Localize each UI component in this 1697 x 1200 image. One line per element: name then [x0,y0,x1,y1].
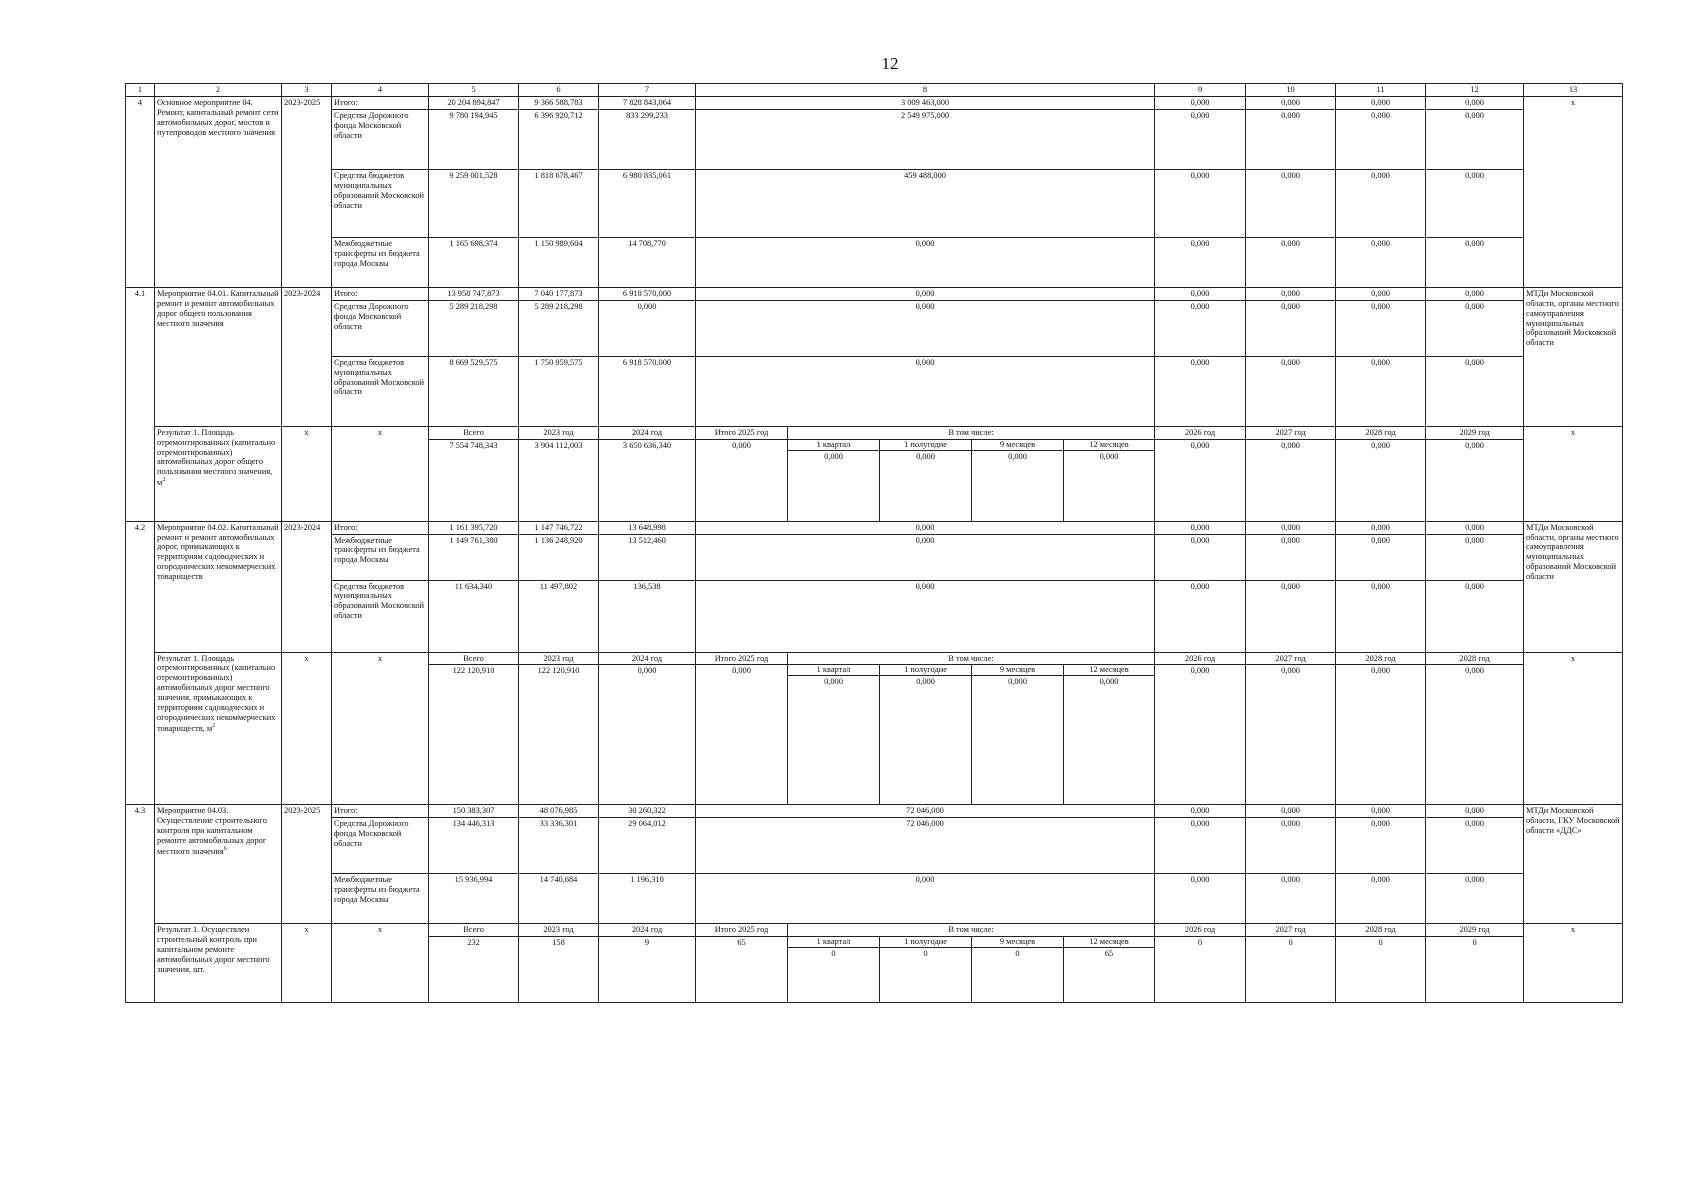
value-total: 20 204 894,847 [429,96,519,109]
value-2024: 13 512,460 [599,534,696,580]
result-m9 [972,665,1064,805]
value-2025: 2 549 975,000 [696,109,1155,169]
result-m12 [1064,937,1155,1003]
value-future-year: 0,000 [1246,356,1336,426]
value-future-year: 0,000 [1155,96,1246,109]
result-head-2025: Итого 2025 год [696,924,788,937]
value-2023: 1 136 248,920 [519,534,599,580]
result-m12 [1064,439,1155,521]
result-2023: 122 120,910 [519,665,599,805]
value-2025: 0,000 [696,534,1155,580]
value-2025: 0,000 [696,287,1155,300]
value-future-year: 0,000 [1246,237,1336,287]
result-q1 [788,937,880,1003]
value-2024: 6 918 570,000 [599,356,696,426]
value-future-year: 0,000 [1426,521,1524,534]
column-header: 6 [519,84,599,97]
measure-number: 4.1 [126,287,155,521]
result-2025: 0,000 [696,665,788,805]
result-future-year: 0,000 [1426,439,1524,521]
funding-row [126,300,1623,356]
funding-row [126,287,1623,300]
result-head-2024: 2024 год [599,426,696,439]
funding-row [126,96,1623,109]
value-future-year: 0,000 [1336,237,1426,287]
funding-row [126,356,1623,426]
result-future-year: 0 [1336,937,1426,1003]
value-2025: 72 046,000 [696,805,1155,818]
result-future-year: 0 [1426,937,1524,1003]
result-subhead: 1 квартал [788,665,879,676]
result-h1 [880,439,972,521]
measure-years: 2023-2025 [282,805,332,924]
funding-row [126,237,1623,287]
measure-number: 4 [126,96,155,287]
result-subvalue: 0,000 [1008,677,1027,687]
result-2024: 9 [599,937,696,1003]
result-subhead: 9 месяцев [972,937,1063,948]
value-future-year: 0,000 [1246,818,1336,874]
result-2025: 0,000 [696,439,788,521]
result-total: 122 120,910 [429,665,519,805]
result-head-2023: 2023 год [519,426,599,439]
result-head-2025: Итого 2025 год [696,426,788,439]
value-2023: 6 396 920,712 [519,109,599,169]
value-total: 150 383,307 [429,805,519,818]
value-2024: 6 918 570,000 [599,287,696,300]
value-2023: 1 750 959,575 [519,356,599,426]
funding-source: Средства бюджетов муниципальных образований Московской области [332,169,429,237]
value-2023: 11 497,802 [519,580,599,652]
funding-source: Средства Дорожного фонда Московской области [332,109,429,169]
value-future-year: 0,000 [1155,521,1246,534]
result-name: Результат 1. Осуществлен строительный контроль при капитальном ремонте автомобильных дорог местного значения, шт. [155,924,282,1003]
value-future-year: 0,000 [1246,521,1336,534]
value-2023: 9 366 588,783 [519,96,599,109]
column-header: 3 [282,84,332,97]
result-head-including: В том числе: [788,924,1155,937]
value-future-year: 0,000 [1426,818,1524,874]
result-head-row [126,924,1623,937]
result-h1 [880,937,972,1003]
funding-source: Средства бюджетов муниципальных образований Московской области [332,580,429,652]
result-2024: 3 650 636,340 [599,439,696,521]
funding-row [126,109,1623,169]
result-future-year: 0,000 [1246,439,1336,521]
result-head-including: В том числе: [788,426,1155,439]
value-future-year: 0,000 [1426,534,1524,580]
measure-years: 2023-2024 [282,521,332,652]
result-2024: 0,000 [599,665,696,805]
result-m12 [1064,665,1155,805]
result-source: х [332,924,429,1003]
result-future-year: 0,000 [1155,439,1246,521]
funding-source: Средства Дорожного фонда Московской области [332,300,429,356]
funding-source: Итого: [332,805,429,818]
value-2023: 14 740,684 [519,874,599,924]
value-future-year: 0,000 [1246,169,1336,237]
value-future-year: 0,000 [1426,287,1524,300]
value-future-year: 0,000 [1336,521,1426,534]
column-header: 10 [1246,84,1336,97]
funding-row [126,818,1623,874]
value-future-year: 0,000 [1155,580,1246,652]
funding-row [126,805,1623,818]
result-subhead: 1 квартал [788,440,879,451]
value-future-year: 0,000 [1426,874,1524,924]
result-head-2026: 2026 год [1155,426,1246,439]
value-2025: 0,000 [696,580,1155,652]
value-2024: 0,000 [599,300,696,356]
column-header: 13 [1524,84,1623,97]
program-table [125,83,1623,1003]
value-future-year: 0,000 [1426,109,1524,169]
result-head-2025: Итого 2025 год [696,652,788,665]
value-2025: 0,000 [696,356,1155,426]
funding-row [126,169,1623,237]
value-future-year: 0,000 [1336,874,1426,924]
result-total: 232 [429,937,519,1003]
funding-source: Межбюджетные трансферты из бюджета города Москвы [332,237,429,287]
result-subhead: 12 месяцев [1064,440,1154,451]
value-future-year: 0,000 [1336,534,1426,580]
value-2023: 33 336,301 [519,818,599,874]
funding-source: Межбюджетные трансферты из бюджета города Москвы [332,874,429,924]
result-m9 [972,937,1064,1003]
value-future-year: 0,000 [1246,287,1336,300]
value-future-year: 0,000 [1246,874,1336,924]
value-2025: 459 488,000 [696,169,1155,237]
value-total: 134 446,313 [429,818,519,874]
value-2024: 7 828 843,064 [599,96,696,109]
value-total: 15 936,994 [429,874,519,924]
result-executor: х [1524,652,1623,805]
value-future-year: 0,000 [1155,237,1246,287]
column-header: 8 [696,84,1155,97]
value-future-year: 0,000 [1246,96,1336,109]
measure-number: 4.2 [126,521,155,805]
value-future-year: 0,000 [1155,109,1246,169]
result-head-2026: 2026 год [1155,652,1246,665]
value-total: 5 289 218,298 [429,300,519,356]
result-subhead: 12 месяцев [1064,937,1154,948]
value-future-year: 0,000 [1246,805,1336,818]
result-subhead: 1 полугодие [880,937,971,948]
measure-number: 4.3 [126,805,155,1003]
value-future-year: 0,000 [1155,356,1246,426]
result-subhead: 1 полугодие [880,665,971,676]
funding-source: Средства бюджетов муниципальных образований Московской области [332,356,429,426]
result-head-2027: 2027 год [1246,924,1336,937]
value-2023: 5 289 218,298 [519,300,599,356]
value-2025: 3 009 463,000 [696,96,1155,109]
result-subvalue: 0 [923,949,928,959]
value-2025: 0,000 [696,874,1155,924]
value-future-year: 0,000 [1336,805,1426,818]
value-future-year: 0,000 [1155,874,1246,924]
value-future-year: 0,000 [1155,534,1246,580]
column-header: 11 [1336,84,1426,97]
value-2024: 136,538 [599,580,696,652]
result-subvalue: 0 [831,949,836,959]
measure-name: Мероприятие 04.01. Капитальный ремонт и ремонт автомобильных дорог общего пользования местного значения [155,287,282,426]
value-2024: 30 260,322 [599,805,696,818]
value-future-year: 0,000 [1426,96,1524,109]
funding-source: Средства Дорожного фонда Московской области [332,818,429,874]
result-subvalue: 0,000 [916,451,935,461]
value-2023: 48 076,985 [519,805,599,818]
result-subvalue: 0 [1015,949,1020,959]
result-q1 [788,439,880,521]
value-future-year: 0,000 [1246,109,1336,169]
value-future-year: 0,000 [1336,356,1426,426]
value-2025: 0,000 [696,521,1155,534]
result-head-2023: 2023 год [519,652,599,665]
funding-source: Межбюджетные трансферты из бюджета города Москвы [332,534,429,580]
value-future-year: 0,000 [1336,580,1426,652]
column-header: 5 [429,84,519,97]
result-q1 [788,665,880,805]
result-head-2029: 2029 год [1426,924,1524,937]
result-future-year: 0,000 [1155,665,1246,805]
funding-row [126,521,1623,534]
result-subhead: 1 квартал [788,937,879,948]
result-subvalue: 0,000 [916,677,935,687]
value-2023: 1 818 678,467 [519,169,599,237]
result-head-including: В том числе: [788,652,1155,665]
value-2023: 1 147 746,722 [519,521,599,534]
result-subvalue: 0,000 [1099,451,1119,461]
value-total: 8 669 529,575 [429,356,519,426]
result-future-year: 0,000 [1336,439,1426,521]
measure-years: 2023-2024 [282,287,332,426]
value-future-year: 0,000 [1426,580,1524,652]
measure-years: 2023-2025 [282,96,332,287]
funding-source: Итого: [332,521,429,534]
result-subhead: 1 полугодие [880,440,971,451]
value-future-year: 0,000 [1155,300,1246,356]
value-future-year: 0,000 [1155,818,1246,874]
funding-source: Итого: [332,96,429,109]
value-total: 9 259 001,528 [429,169,519,237]
result-head-2027: 2027 год [1246,426,1336,439]
result-head-2029: 2029 год [1426,426,1524,439]
result-subhead: 12 месяцев [1064,665,1154,676]
value-total: 13 958 747,873 [429,287,519,300]
result-2023: 158 [519,937,599,1003]
value-future-year: 0,000 [1336,300,1426,356]
column-header: 4 [332,84,429,97]
result-head-2028: 2028 год [1336,426,1426,439]
value-future-year: 0,000 [1246,534,1336,580]
result-source: х [332,426,429,521]
value-future-year: 0,000 [1336,818,1426,874]
value-future-year: 0,000 [1336,96,1426,109]
result-subvalue: 0,000 [824,451,843,461]
page-number: 12 [881,54,899,73]
result-h1 [880,665,972,805]
measure-name: Мероприятие 04.03. Осуществление строительного контроля при капитальном ремонте автомобильных дорог местного значения$^6$ [155,805,282,924]
value-2024: 833 299,233 [599,109,696,169]
value-total: 1 149 761,380 [429,534,519,580]
value-2025: 0,000 [696,237,1155,287]
value-total: 1 165 698,374 [429,237,519,287]
column-header: 7 [599,84,696,97]
result-head-2024: 2024 год [599,924,696,937]
result-head-total: Всего [429,924,519,937]
value-future-year: 0,000 [1426,300,1524,356]
value-future-year: 0,000 [1155,287,1246,300]
result-head-2024: 2024 год [599,652,696,665]
value-2023: 1 150 989,604 [519,237,599,287]
result-name: Результат 1. Площадь отремонтированных (капитально отремонтированных) автомобильных дорог местного значения, примыкающих к территориям садоводческих и огороднических некоммерческих товариществ, $м^2$ [155,652,282,805]
result-future-year: 0,000 [1426,665,1524,805]
executor: х [1524,96,1623,287]
result-head-total: Всего [429,426,519,439]
result-head-2026: 2026 год [1155,924,1246,937]
result-head-2028: 2028 год [1336,652,1426,665]
result-2023: 3 904 112,003 [519,439,599,521]
value-2024: 14 708,770 [599,237,696,287]
result-future-year: 0,000 [1336,665,1426,805]
result-total: 7 554 748,343 [429,439,519,521]
measure-name: Основное мероприятие 04. Ремонт, капитальный ремонт сети автомобильных дорог, мостов и путепроводов местного значения [155,96,282,287]
value-2024: 6 980 835,061 [599,169,696,237]
executor: МТДи Московской области, ГКУ Московской области «ДДС» [1524,805,1623,924]
result-subvalue: 0,000 [1008,451,1027,461]
value-2025: 72 046,000 [696,818,1155,874]
result-future-year: 0 [1246,937,1336,1003]
value-future-year: 0,000 [1336,109,1426,169]
column-header: 12 [1426,84,1524,97]
result-source: х [332,652,429,805]
value-future-year: 0,000 [1426,805,1524,818]
result-subvalue: 65 [1104,949,1114,959]
funding-source: Итого: [332,287,429,300]
header-row [126,84,1623,97]
result-head-row [126,426,1623,439]
value-future-year: 0,000 [1336,169,1426,237]
result-years: х [282,426,332,521]
result-subvalue: 0,000 [1099,677,1119,687]
value-future-year: 0,000 [1426,169,1524,237]
measure-name: Мероприятие 04.02. Капитальный ремонт и ремонт автомобильных дорог, примыкающих к территориям садоводческих и огороднических некоммерческих товариществ [155,521,282,652]
column-header: 9 [1155,84,1246,97]
result-head-2029: 2028 год [1426,652,1524,665]
value-total: 1 161 395,720 [429,521,519,534]
column-header: 2 [155,84,282,97]
result-head-total: Всего [429,652,519,665]
value-future-year: 0,000 [1336,287,1426,300]
result-subvalue: 0,000 [824,677,843,687]
result-head-2027: 2027 год [1246,652,1336,665]
value-future-year: 0,000 [1426,356,1524,426]
result-m9 [972,439,1064,521]
value-future-year: 0,000 [1246,300,1336,356]
value-2024: 29 064,012 [599,818,696,874]
funding-row [126,534,1623,580]
value-total: 11 634,340 [429,580,519,652]
result-head-2023: 2023 год [519,924,599,937]
value-2024: 1 196,310 [599,874,696,924]
value-2024: 13 648,998 [599,521,696,534]
value-future-year: 0,000 [1426,237,1524,287]
executor: МТДи Московской области, органы местного самоуправления муниципальных образований Московской области [1524,521,1623,652]
result-executor: х [1524,924,1623,1003]
result-future-year: 0,000 [1246,665,1336,805]
value-total: 9 780 194,945 [429,109,519,169]
result-future-year: 0 [1155,937,1246,1003]
result-executor: х [1524,426,1623,521]
result-head-row [126,652,1623,665]
funding-row [126,580,1623,652]
result-years: х [282,652,332,805]
value-2023: 7 040 177,873 [519,287,599,300]
value-future-year: 0,000 [1155,169,1246,237]
funding-row [126,874,1623,924]
executor: МТДи Московской области, органы местного самоуправления муниципальных образований Московской области [1524,287,1623,426]
result-head-2028: 2028 год [1336,924,1426,937]
result-2025: 65 [696,937,788,1003]
value-future-year: 0,000 [1246,580,1336,652]
column-header: 1 [126,84,155,97]
result-subhead: 9 месяцев [972,665,1063,676]
result-subhead: 9 месяцев [972,440,1063,451]
value-future-year: 0,000 [1155,805,1246,818]
value-2025: 0,000 [696,300,1155,356]
result-name: Результат 1. Площадь отремонтированных (капитально отремонтированных) автомобильных дорог общего пользования местного значения, $м^2$ [155,426,282,521]
result-years: х [282,924,332,1003]
